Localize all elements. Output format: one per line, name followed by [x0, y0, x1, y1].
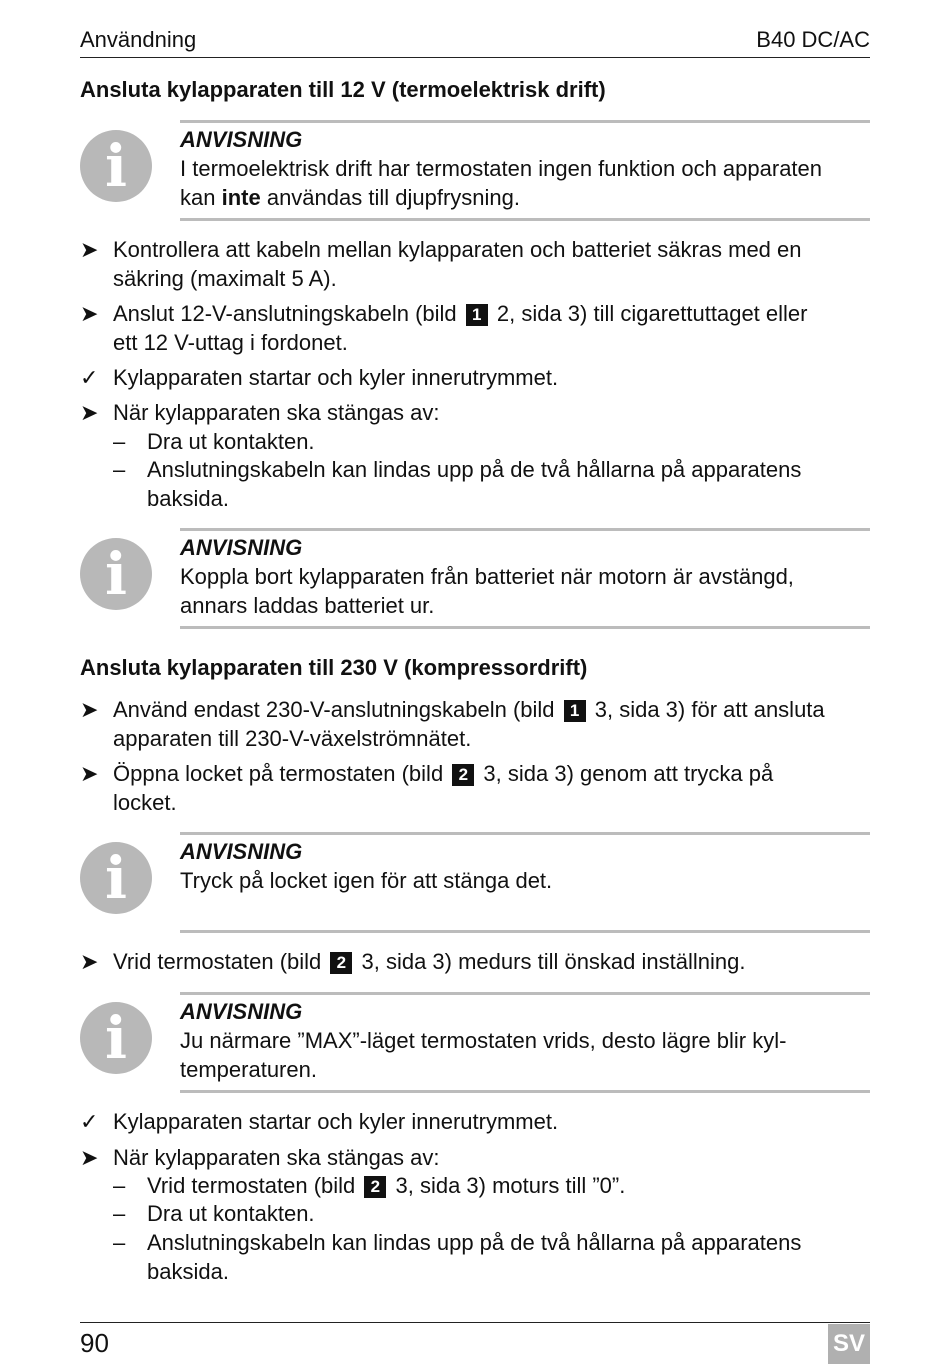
note-top-rule — [180, 120, 870, 123]
sub-item-text: Dra ut kontakten. — [147, 429, 315, 454]
note-bottom-rule — [180, 218, 870, 221]
step-line — [113, 300, 870, 329]
step-text-part: 3, sida 3) genom att trycka på — [477, 761, 774, 786]
check-icon: ✓ — [80, 1109, 99, 1134]
step-text: När kylapparaten ska stängas av: — [113, 1145, 440, 1170]
sub-item-text — [147, 1172, 870, 1201]
step-text-part: Öppna locket på termostaten (bild — [113, 761, 450, 786]
step-line: baksida. — [147, 1258, 229, 1284]
note-bottom-rule — [180, 930, 870, 933]
sub-item-text — [147, 1229, 870, 1286]
step-text — [113, 760, 870, 817]
header-section: Användning — [80, 27, 197, 52]
note-title: ANVISNING — [180, 839, 303, 864]
note-bottom-rule — [180, 626, 870, 629]
step-text: Kylapparaten startar och kyler innerutrymmet. — [113, 365, 559, 390]
check-icon: ✓ — [80, 365, 99, 390]
note-text — [180, 155, 870, 212]
note-top-rule — [180, 528, 870, 531]
note-title: ANVISNING — [180, 999, 303, 1024]
info-icon: i — [80, 538, 152, 610]
note-top-rule — [180, 992, 870, 995]
step-line — [113, 760, 870, 789]
footer-divider — [80, 1322, 870, 1323]
page-number: 90 — [80, 1328, 109, 1358]
note-title: ANVISNING — [180, 535, 303, 560]
step-text — [113, 696, 870, 753]
note-text — [180, 1027, 870, 1084]
arrow-icon: ➤ — [80, 1145, 99, 1170]
step-line: Kontrollera att kabeln mellan kylapparaten och batteriet säkras med en — [113, 237, 802, 262]
step-text: Kylapparaten startar och kyler innerutrymmet. — [113, 1109, 559, 1134]
step-text-part: Vrid termostaten (bild — [113, 949, 328, 974]
note-bottom-rule — [180, 1090, 870, 1093]
figure-badge: 2 — [364, 1176, 386, 1198]
note-line: annars laddas batteriet ur. — [180, 592, 435, 618]
note-line: Koppla bort kylapparaten från batteriet när motorn är avstängd, — [180, 564, 794, 589]
dash-marker: – — [113, 429, 126, 454]
info-icon: i — [80, 1002, 152, 1074]
note-box — [80, 528, 870, 632]
arrow-icon: ➤ — [80, 237, 99, 262]
note-text — [180, 867, 870, 896]
step-text — [113, 236, 870, 293]
step-line — [113, 696, 870, 725]
note-title: ANVISNING — [180, 127, 303, 152]
section-title-230v: Ansluta kylapparaten till 230 V (kompressordrift) — [80, 655, 588, 680]
dash-marker: – — [113, 457, 126, 482]
note-box — [80, 992, 870, 1096]
note-top-rule — [180, 832, 870, 835]
arrow-icon: ➤ — [80, 400, 99, 425]
step-text: När kylapparaten ska stängas av: — [113, 400, 440, 425]
step-line: säkring (maximalt 5 A). — [113, 265, 337, 291]
step-line: Anslutningskabeln kan lindas upp på de två hållarna på apparatens — [147, 457, 802, 482]
figure-badge: 2 — [452, 764, 474, 786]
arrow-icon: ➤ — [80, 949, 99, 974]
section-title-12v: Ansluta kylapparaten till 12 V (termoelektrisk drift) — [80, 77, 606, 102]
sub-item-text — [147, 456, 870, 513]
note-line: temperaturen. — [180, 1056, 317, 1082]
step-text-part: 3, sida 3) för att ansluta — [588, 697, 825, 722]
step-text — [113, 300, 870, 357]
dash-marker: – — [113, 1201, 126, 1226]
figure-badge: 1 — [564, 700, 586, 722]
figure-badge: 1 — [466, 304, 488, 326]
step-text-part: 3, sida 3) moturs till ”0”. — [389, 1173, 626, 1198]
step-text-part: Anslut 12-V-anslutningskabeln (bild — [113, 301, 463, 326]
info-icon: i — [80, 842, 152, 914]
step-text — [113, 948, 870, 977]
arrow-icon: ➤ — [80, 697, 99, 722]
sub-item-text: Dra ut kontakten. — [147, 1201, 315, 1226]
step-line: Anslutningskabeln kan lindas upp på de två hållarna på apparatens — [147, 1230, 802, 1255]
arrow-icon: ➤ — [80, 301, 99, 326]
dash-marker: – — [113, 1173, 126, 1198]
step-line: ett 12 V-uttag i fordonet. — [113, 329, 348, 355]
note-line: Tryck på locket igen för att stänga det. — [180, 868, 553, 893]
note-text-part: användas till djupfrysning. — [260, 184, 520, 210]
note-box — [80, 832, 870, 936]
note-box — [80, 120, 870, 224]
step-line: baksida. — [147, 485, 229, 511]
info-icon: i — [80, 130, 152, 202]
step-line: apparaten till 230-V-växelströmnätet. — [113, 725, 472, 751]
arrow-icon: ➤ — [80, 761, 99, 786]
note-text-emphasis: inte — [221, 184, 261, 210]
figure-badge: 2 — [330, 952, 352, 974]
language-badge: SV — [828, 1324, 870, 1364]
note-text — [180, 563, 870, 620]
step-line: locket. — [113, 789, 177, 815]
step-text-part: 2, sida 3) till cigarettuttaget eller — [490, 301, 808, 326]
note-line — [180, 184, 870, 213]
note-text-part: kan — [180, 184, 222, 210]
header-divider — [80, 57, 870, 58]
note-line: Ju närmare ”MAX”-läget termostaten vrids, desto lägre blir kyl- — [180, 1028, 787, 1053]
step-text-part: Vrid termostaten (bild — [147, 1173, 362, 1198]
note-line: I termoelektrisk drift har termostaten ingen funktion och apparaten — [180, 156, 823, 181]
step-text-part: Använd endast 230-V-anslutningskabeln (bild — [113, 697, 561, 722]
header-model: B40 DC/AC — [756, 27, 870, 52]
step-text-part: 3, sida 3) medurs till önskad inställning. — [355, 949, 746, 974]
step-line — [113, 948, 870, 977]
dash-marker: – — [113, 1230, 126, 1255]
